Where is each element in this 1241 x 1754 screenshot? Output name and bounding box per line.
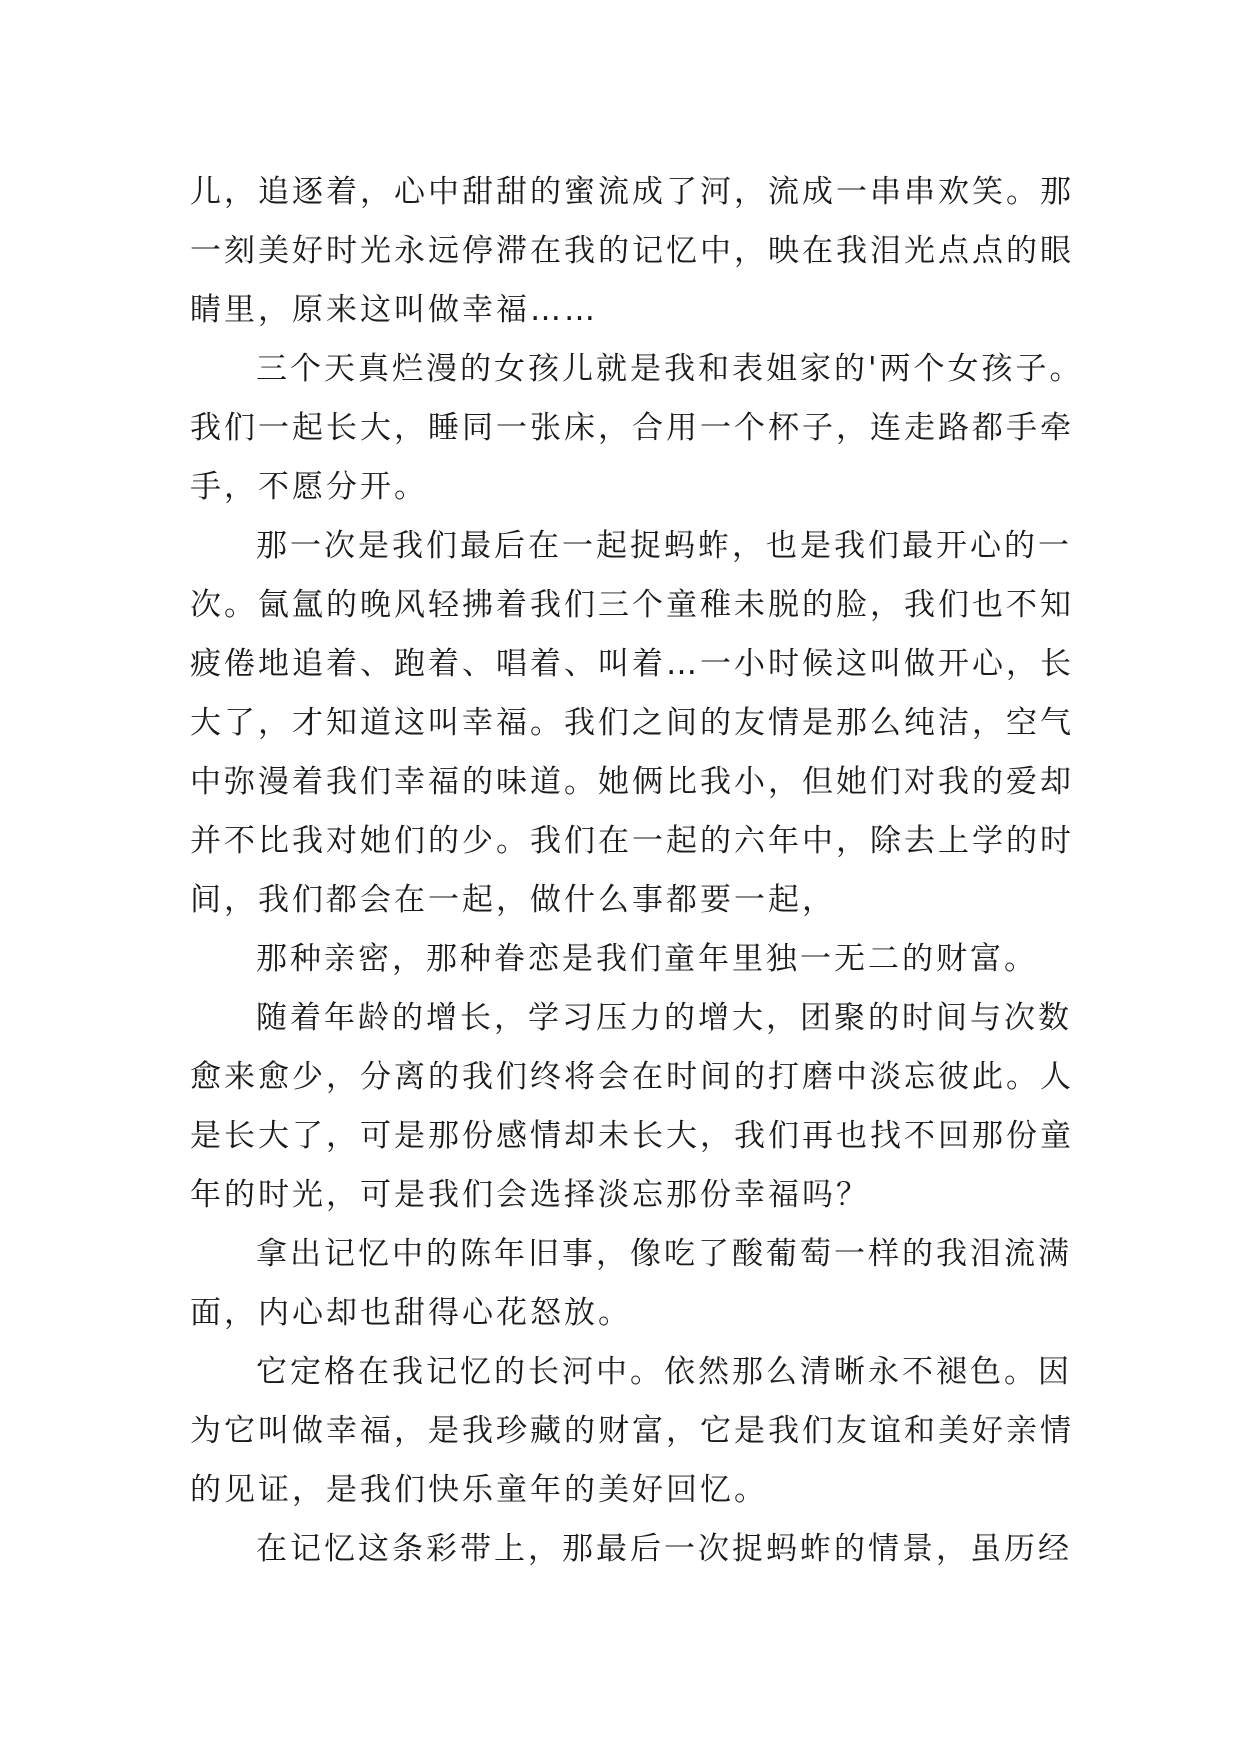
text-line: 睛里，原来这叫做幸福…… <box>190 292 598 328</box>
text-line: 手，不愿分开。 <box>190 469 428 505</box>
text-line: 随着年龄的增长，学习压力的增大，团聚的时间与次数 <box>256 1000 1072 1036</box>
text-line: 的见证，是我们快乐童年的美好回忆。 <box>190 1472 768 1508</box>
text-line: 那种亲密，那种眷恋是我们童年里独一无二的财富。 <box>256 941 1038 977</box>
text-line: 在记忆这条彩带上，那最后一次捉蚂蚱的情景，虽历经 <box>256 1531 1072 1567</box>
text-line: 次。氤氲的晚风轻拂着我们三个童稚未脱的脸，我们也不知 <box>190 587 1074 623</box>
text-line: 它定格在我记忆的长河中。依然那么清晰永不褪色。因 <box>256 1354 1072 1390</box>
text-line: 大了，才知道这叫幸福。我们之间的友情是那么纯洁，空气 <box>190 705 1074 741</box>
text-line: 拿出记忆中的陈年旧事，像吃了酸葡萄一样的我泪流满 <box>256 1236 1072 1272</box>
text-line: 面，内心却也甜得心花怒放。 <box>190 1295 632 1331</box>
text-line: 并不比我对她们的少。我们在一起的六年中，除去上学的时 <box>190 823 1074 859</box>
text-line: 年的时光，可是我们会选择淡忘那份幸福吗？ <box>190 1177 870 1213</box>
text-line: 那一次是我们最后在一起捉蚂蚱，也是我们最开心的一 <box>256 528 1072 564</box>
document-body <box>190 163 1084 1579</box>
text-line: 间，我们都会在一起，做什么事都要一起， <box>190 882 836 918</box>
text-line: 中弥漫着我们幸福的味道。她俩比我小，但她们对我的爱却 <box>190 764 1074 800</box>
text-line: 为它叫做幸福，是我珍藏的财富，它是我们友谊和美好亲情 <box>190 1413 1074 1449</box>
text-line: 疲倦地追着、跑着、唱着、叫着…一小时候这叫做开心，长 <box>190 646 1074 682</box>
text-line: 一刻美好时光永远停滞在我的记忆中，映在我泪光点点的眼 <box>190 233 1074 269</box>
text-line: 是长大了，可是那份感情却未长大，我们再也找不回那份童 <box>190 1118 1074 1154</box>
text-line: 三个天真烂漫的女孩儿就是我和表姐家的'两个女孩子。 <box>256 351 1084 387</box>
text-line: 儿，追逐着，心中甜甜的蜜流成了河，流成一串串欢笑。那 <box>190 174 1074 210</box>
text-line: 我们一起长大，睡同一张床，合用一个杯子，连走路都手牵 <box>190 410 1074 446</box>
text-line: 愈来愈少，分离的我们终将会在时间的打磨中淡忘彼此。人 <box>190 1059 1074 1095</box>
